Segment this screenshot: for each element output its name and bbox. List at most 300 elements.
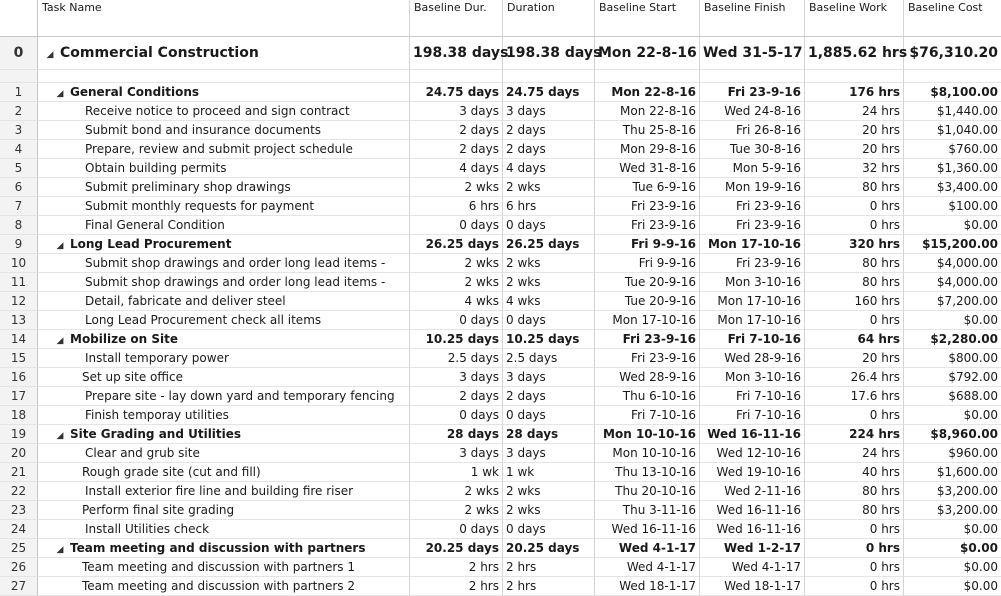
row-id[interactable]: 24: [0, 520, 38, 539]
blank-cell: [503, 70, 595, 83]
baseline-start-cell[interactable]: Wed 4-1-17: [595, 558, 700, 577]
task-name-cell[interactable]: [38, 463, 410, 482]
baseline-finish-cell[interactable]: Fri 23-9-16: [700, 254, 805, 273]
header-task-name[interactable]: Task Name: [38, 0, 410, 37]
baseline-finish-cell[interactable]: Mon 17-10-16: [700, 311, 805, 330]
baseline-finish-cell[interactable]: Wed 16-11-16: [700, 501, 805, 520]
baseline-work-cell[interactable]: 80 hrs: [805, 501, 904, 520]
baseline-finish-cell[interactable]: Mon 5-9-16: [700, 159, 805, 178]
row-id[interactable]: 21: [0, 463, 38, 482]
task-row[interactable]: [0, 501, 1001, 520]
baseline-cost-cell[interactable]: $0.00: [904, 558, 1001, 577]
duration-cell[interactable]: 20.25 days: [503, 539, 595, 558]
task-name-cell[interactable]: [38, 539, 410, 558]
blank-cell: [595, 70, 700, 83]
baseline-cost-cell[interactable]: $792.00: [904, 368, 1001, 387]
task-name-cell[interactable]: [38, 330, 410, 349]
baseline-work-cell[interactable]: 26.4 hrs: [805, 368, 904, 387]
baseline-finish-cell[interactable]: Wed 16-11-16: [700, 520, 805, 539]
baseline-start-cell[interactable]: Fri 9-9-16: [595, 235, 700, 254]
baseline-finish-cell[interactable]: Wed 19-10-16: [700, 463, 805, 482]
row-id[interactable]: 2: [0, 102, 38, 121]
header-row: [0, 0, 1001, 37]
task-name: Obtain building permits: [85, 161, 227, 175]
task-name-cell[interactable]: [38, 83, 410, 102]
task-name: Rough grade site (cut and fill): [82, 465, 261, 479]
task-name: Clear and grub site: [85, 446, 200, 460]
baseline-finish-cell[interactable]: Wed 12-10-16: [700, 444, 805, 463]
collapse-toggle-icon[interactable]: ◢: [46, 50, 54, 60]
task-row[interactable]: [0, 520, 1001, 539]
duration-cell[interactable]: 2 wks: [503, 254, 595, 273]
duration-cell[interactable]: 26.25 days: [503, 235, 595, 254]
baseline-work-cell[interactable]: 64 hrs: [805, 330, 904, 349]
duration-cell[interactable]: 2 wks: [503, 482, 595, 501]
duration-cell[interactable]: 4 wks: [503, 292, 595, 311]
collapse-toggle-icon[interactable]: ◢: [56, 241, 64, 251]
task-name-cell[interactable]: [38, 254, 410, 273]
baseline-cost-cell[interactable]: $76,310.20: [904, 37, 1001, 70]
baseline-finish-cell[interactable]: Fri 7-10-16: [700, 406, 805, 425]
duration-cell[interactable]: 0 days: [503, 311, 595, 330]
row-id[interactable]: 16: [0, 368, 38, 387]
task-name: Team meeting and discussion with partners 2: [82, 579, 355, 593]
task-row[interactable]: [0, 197, 1001, 216]
duration-cell[interactable]: 2 wks: [503, 178, 595, 197]
baseline-start-cell[interactable]: Fri 23-9-16: [595, 349, 700, 368]
duration-cell[interactable]: 2 days: [503, 121, 595, 140]
row-id[interactable]: 4: [0, 140, 38, 159]
baseline-start-cell[interactable]: Tue 20-9-16: [595, 292, 700, 311]
baseline-duration-cell[interactable]: 2 wks: [410, 254, 503, 273]
baseline-finish-cell[interactable]: Tue 30-8-16: [700, 140, 805, 159]
baseline-work-cell[interactable]: 24 hrs: [805, 444, 904, 463]
task-name-cell[interactable]: [38, 501, 410, 520]
baseline-cost-cell[interactable]: $3,200.00: [904, 501, 1001, 520]
task-name: General Conditions: [70, 85, 200, 99]
task-row[interactable]: [0, 349, 1001, 368]
task-name: Site Grading and Utilities: [70, 427, 242, 441]
task-name-cell[interactable]: [38, 140, 410, 159]
task-name-cell[interactable]: [38, 311, 410, 330]
row-id[interactable]: 19: [0, 425, 38, 444]
task-name: Submit bond and insurance documents: [85, 123, 322, 137]
baseline-finish-cell[interactable]: Wed 18-1-17: [700, 577, 805, 596]
duration-cell[interactable]: 28 days: [503, 425, 595, 444]
task-row[interactable]: [0, 558, 1001, 577]
task-row[interactable]: [0, 311, 1001, 330]
baseline-work-cell[interactable]: 20 hrs: [805, 349, 904, 368]
task-row[interactable]: [0, 254, 1001, 273]
task-name: Mobilize on Site: [70, 332, 179, 346]
row-id[interactable]: 14: [0, 330, 38, 349]
header-duration[interactable]: Duration: [503, 0, 595, 37]
duration-cell[interactable]: 2.5 days: [503, 349, 595, 368]
baseline-finish-cell[interactable]: Mon 3-10-16: [700, 368, 805, 387]
baseline-start-cell[interactable]: Mon 22-8-16: [595, 83, 700, 102]
collapse-toggle-icon[interactable]: ◢: [56, 545, 64, 555]
baseline-cost-cell[interactable]: $0.00: [904, 216, 1001, 235]
duration-cell[interactable]: 0 days: [503, 520, 595, 539]
baseline-work-cell[interactable]: 0 hrs: [805, 539, 904, 558]
duration-cell[interactable]: 24.75 days: [503, 83, 595, 102]
baseline-finish-cell[interactable]: Wed 16-11-16: [700, 425, 805, 444]
task-name: Commercial Construction: [60, 45, 259, 61]
baseline-finish-cell[interactable]: Mon 17-10-16: [700, 292, 805, 311]
baseline-cost-cell[interactable]: $3,400.00: [904, 178, 1001, 197]
baseline-work-cell[interactable]: 80 hrs: [805, 178, 904, 197]
baseline-start-cell[interactable]: Tue 6-9-16: [595, 178, 700, 197]
task-name: Install temporary power: [85, 351, 229, 365]
header-baseline-cost[interactable]: Baseline Cost: [904, 0, 1001, 37]
baseline-start-cell[interactable]: Thu 6-10-16: [595, 387, 700, 406]
baseline-finish-cell[interactable]: Wed 31-5-17: [700, 37, 805, 70]
baseline-finish-cell[interactable]: Wed 4-1-17: [700, 558, 805, 577]
row-id[interactable]: 7: [0, 197, 38, 216]
baseline-duration-cell[interactable]: 6 hrs: [410, 197, 503, 216]
baseline-start-cell[interactable]: Thu 25-8-16: [595, 121, 700, 140]
task-name-cell[interactable]: [38, 159, 410, 178]
header-baseline-start[interactable]: Baseline Start: [595, 0, 700, 37]
blank-cell: [904, 70, 1001, 83]
baseline-duration-cell[interactable]: 26.25 days: [410, 235, 503, 254]
baseline-duration-cell[interactable]: 3 days: [410, 444, 503, 463]
baseline-duration-cell[interactable]: 4 days: [410, 159, 503, 178]
baseline-start-cell[interactable]: Thu 3-11-16: [595, 501, 700, 520]
baseline-finish-cell[interactable]: Wed 24-8-16: [700, 102, 805, 121]
baseline-work-cell[interactable]: 20 hrs: [805, 121, 904, 140]
task-row[interactable]: [0, 216, 1001, 235]
task-name: Set up site office: [82, 370, 183, 384]
task-name: Submit monthly requests for payment: [85, 199, 315, 213]
baseline-start-cell[interactable]: Tue 20-9-16: [595, 273, 700, 292]
task-name: Long Lead Procurement: [70, 237, 232, 251]
baseline-work-cell[interactable]: 0 hrs: [805, 197, 904, 216]
baseline-cost-cell[interactable]: $8,960.00: [904, 425, 1001, 444]
baseline-cost-cell[interactable]: $3,200.00: [904, 482, 1001, 501]
task-row[interactable]: [0, 159, 1001, 178]
baseline-cost-cell[interactable]: $4,000.00: [904, 273, 1001, 292]
baseline-start-cell[interactable]: Fri 23-9-16: [595, 330, 700, 349]
task-name: Submit preliminary shop drawings: [85, 180, 291, 194]
baseline-cost-cell[interactable]: $1,360.00: [904, 159, 1001, 178]
baseline-work-cell[interactable]: 1,885.62 hrs: [805, 37, 904, 70]
task-name-cell[interactable]: [38, 197, 410, 216]
baseline-work-cell[interactable]: 0 hrs: [805, 558, 904, 577]
task-row[interactable]: [0, 482, 1001, 501]
duration-cell[interactable]: 0 days: [503, 406, 595, 425]
row-id[interactable]: 15: [0, 349, 38, 368]
baseline-work-cell[interactable]: 0 hrs: [805, 520, 904, 539]
baseline-duration-cell[interactable]: 198.38 days: [410, 37, 503, 70]
row-id[interactable]: 0: [0, 37, 38, 70]
baseline-duration-cell[interactable]: 0 days: [410, 406, 503, 425]
row-id[interactable]: 20: [0, 444, 38, 463]
blank-cell: [38, 70, 410, 83]
task-name-cell[interactable]: [38, 37, 410, 70]
row-id[interactable]: 27: [0, 577, 38, 596]
task-row[interactable]: [0, 368, 1001, 387]
baseline-cost-cell[interactable]: $15,200.00: [904, 235, 1001, 254]
baseline-duration-cell[interactable]: 2 hrs: [410, 558, 503, 577]
baseline-duration-cell[interactable]: 2 days: [410, 387, 503, 406]
duration-cell[interactable]: 10.25 days: [503, 330, 595, 349]
task-name-cell[interactable]: [38, 406, 410, 425]
baseline-work-cell[interactable]: 80 hrs: [805, 273, 904, 292]
task-row[interactable]: [0, 406, 1001, 425]
task-row[interactable]: [0, 273, 1001, 292]
baseline-finish-cell[interactable]: Fri 23-9-16: [700, 216, 805, 235]
row-id[interactable]: 13: [0, 311, 38, 330]
baseline-cost-cell[interactable]: $4,000.00: [904, 254, 1001, 273]
task-name-cell[interactable]: [38, 425, 410, 444]
baseline-cost-cell[interactable]: $0.00: [904, 577, 1001, 596]
baseline-finish-cell[interactable]: Fri 26-8-16: [700, 121, 805, 140]
row-id[interactable]: 25: [0, 539, 38, 558]
task-name-cell[interactable]: [38, 178, 410, 197]
baseline-work-cell[interactable]: 160 hrs: [805, 292, 904, 311]
summary-task-row[interactable]: [0, 425, 1001, 444]
row-id[interactable]: 26: [0, 558, 38, 577]
task-name: Prepare, review and submit project schedule: [85, 142, 353, 156]
blank-cell: [805, 70, 904, 83]
collapse-toggle-icon[interactable]: ◢: [56, 89, 64, 99]
baseline-start-cell[interactable]: Mon 10-10-16: [595, 444, 700, 463]
baseline-finish-cell[interactable]: Mon 19-9-16: [700, 178, 805, 197]
baseline-work-cell[interactable]: 80 hrs: [805, 482, 904, 501]
baseline-work-cell[interactable]: 224 hrs: [805, 425, 904, 444]
baseline-start-cell[interactable]: Fri 23-9-16: [595, 216, 700, 235]
baseline-duration-cell[interactable]: 2 wks: [410, 178, 503, 197]
baseline-cost-cell[interactable]: $760.00: [904, 140, 1001, 159]
row-id[interactable]: 6: [0, 178, 38, 197]
task-name: Submit shop drawings and order long lead items -: [85, 275, 386, 289]
baseline-cost-cell[interactable]: $960.00: [904, 444, 1001, 463]
baseline-finish-cell[interactable]: Wed 28-9-16: [700, 349, 805, 368]
task-row[interactable]: [0, 140, 1001, 159]
task-row[interactable]: [0, 444, 1001, 463]
duration-cell[interactable]: 2 hrs: [503, 558, 595, 577]
header-baseline-duration[interactable]: Baseline Dur.: [410, 0, 503, 37]
baseline-start-cell[interactable]: Wed 28-9-16: [595, 368, 700, 387]
duration-cell[interactable]: 2 days: [503, 140, 595, 159]
baseline-cost-cell[interactable]: $100.00: [904, 197, 1001, 216]
row-id[interactable]: 17: [0, 387, 38, 406]
baseline-work-cell[interactable]: 32 hrs: [805, 159, 904, 178]
duration-cell[interactable]: 2 days: [503, 387, 595, 406]
baseline-cost-cell[interactable]: $2,280.00: [904, 330, 1001, 349]
task-name-cell[interactable]: [38, 292, 410, 311]
baseline-duration-cell[interactable]: 3 days: [410, 368, 503, 387]
task-name: Install exterior fire line and building fire riser: [85, 484, 354, 498]
row-id[interactable]: 9: [0, 235, 38, 254]
duration-cell[interactable]: 3 days: [503, 444, 595, 463]
row-id[interactable]: 1: [0, 83, 38, 102]
baseline-cost-cell[interactable]: $688.00: [904, 387, 1001, 406]
baseline-duration-cell[interactable]: 2 wks: [410, 273, 503, 292]
duration-cell[interactable]: 0 days: [503, 216, 595, 235]
baseline-start-cell[interactable]: Fri 9-9-16: [595, 254, 700, 273]
baseline-work-cell[interactable]: 176 hrs: [805, 83, 904, 102]
baseline-duration-cell[interactable]: 0 days: [410, 216, 503, 235]
task-name: Submit shop drawings and order long lead items -: [85, 256, 386, 270]
baseline-cost-cell[interactable]: $1,040.00: [904, 121, 1001, 140]
summary-task-row[interactable]: [0, 235, 1001, 254]
task-name-cell[interactable]: [38, 121, 410, 140]
task-row[interactable]: [0, 102, 1001, 121]
baseline-start-cell[interactable]: Thu 20-10-16: [595, 482, 700, 501]
row-id[interactable]: 12: [0, 292, 38, 311]
baseline-start-cell[interactable]: Mon 17-10-16: [595, 311, 700, 330]
duration-cell[interactable]: 198.38 days: [503, 37, 595, 70]
baseline-work-cell[interactable]: 40 hrs: [805, 463, 904, 482]
task-name: Install Utilities check: [85, 522, 210, 536]
duration-cell[interactable]: 3 days: [503, 102, 595, 121]
duration-cell[interactable]: 2 wks: [503, 501, 595, 520]
baseline-cost-cell[interactable]: $8,100.00: [904, 83, 1001, 102]
row-id[interactable]: 23: [0, 501, 38, 520]
baseline-cost-cell[interactable]: $7,200.00: [904, 292, 1001, 311]
baseline-work-cell[interactable]: 0 hrs: [805, 577, 904, 596]
row-id[interactable]: 8: [0, 216, 38, 235]
baseline-duration-cell[interactable]: 2 wks: [410, 501, 503, 520]
baseline-cost-cell[interactable]: $0.00: [904, 406, 1001, 425]
task-name: Finish temporay utilities: [85, 408, 229, 422]
row-id[interactable]: 5: [0, 159, 38, 178]
baseline-duration-cell[interactable]: 20.25 days: [410, 539, 503, 558]
baseline-start-cell[interactable]: Thu 13-10-16: [595, 463, 700, 482]
summary-task-row[interactable]: [0, 539, 1001, 558]
baseline-work-cell[interactable]: 0 hrs: [805, 406, 904, 425]
baseline-start-cell[interactable]: Fri 23-9-16: [595, 197, 700, 216]
task-name-cell[interactable]: [38, 577, 410, 596]
header-baseline-work[interactable]: Baseline Work: [805, 0, 904, 37]
baseline-duration-cell[interactable]: 10.25 days: [410, 330, 503, 349]
project-summary-row[interactable]: [0, 37, 1001, 70]
baseline-start-cell[interactable]: Mon 29-8-16: [595, 140, 700, 159]
task-name-cell[interactable]: [38, 273, 410, 292]
duration-cell[interactable]: 1 wk: [503, 463, 595, 482]
baseline-cost-cell[interactable]: $1,440.00: [904, 102, 1001, 121]
task-row[interactable]: [0, 121, 1001, 140]
baseline-duration-cell[interactable]: 1 wk: [410, 463, 503, 482]
baseline-finish-cell[interactable]: Fri 23-9-16: [700, 83, 805, 102]
collapse-toggle-icon[interactable]: ◢: [56, 431, 64, 441]
baseline-finish-cell[interactable]: Wed 1-2-17: [700, 539, 805, 558]
task-row[interactable]: [0, 387, 1001, 406]
task-name-cell[interactable]: [38, 368, 410, 387]
task-name-cell[interactable]: [38, 235, 410, 254]
collapse-toggle-icon[interactable]: ◢: [56, 336, 64, 346]
row-id[interactable]: 3: [0, 121, 38, 140]
row-id[interactable]: 18: [0, 406, 38, 425]
baseline-finish-cell[interactable]: Fri 7-10-16: [700, 387, 805, 406]
baseline-finish-cell[interactable]: Mon 17-10-16: [700, 235, 805, 254]
baseline-finish-cell[interactable]: Fri 7-10-16: [700, 330, 805, 349]
summary-task-row[interactable]: [0, 83, 1001, 102]
baseline-duration-cell[interactable]: 2 days: [410, 121, 503, 140]
baseline-finish-cell[interactable]: Wed 2-11-16: [700, 482, 805, 501]
baseline-duration-cell[interactable]: 24.75 days: [410, 83, 503, 102]
baseline-work-cell[interactable]: 20 hrs: [805, 140, 904, 159]
blank-cell: [700, 70, 805, 83]
duration-cell[interactable]: 2 hrs: [503, 577, 595, 596]
baseline-cost-cell[interactable]: $0.00: [904, 311, 1001, 330]
baseline-work-cell[interactable]: 80 hrs: [805, 254, 904, 273]
duration-cell[interactable]: 4 days: [503, 159, 595, 178]
task-name-cell[interactable]: [38, 482, 410, 501]
baseline-finish-cell[interactable]: Mon 3-10-16: [700, 273, 805, 292]
baseline-start-cell[interactable]: Wed 4-1-17: [595, 539, 700, 558]
baseline-duration-cell[interactable]: 0 days: [410, 520, 503, 539]
duration-cell[interactable]: 2 wks: [503, 273, 595, 292]
header-baseline-finish[interactable]: Baseline Finish: [700, 0, 805, 37]
baseline-start-cell[interactable]: Wed 31-8-16: [595, 159, 700, 178]
task-name: Team meeting and discussion with partners: [70, 541, 366, 555]
header-id[interactable]: [0, 0, 38, 37]
duration-cell[interactable]: 6 hrs: [503, 197, 595, 216]
baseline-start-cell[interactable]: Mon 22-8-16: [595, 102, 700, 121]
baseline-work-cell[interactable]: 24 hrs: [805, 102, 904, 121]
row-id[interactable]: 10: [0, 254, 38, 273]
baseline-duration-cell[interactable]: 0 days: [410, 311, 503, 330]
baseline-work-cell[interactable]: 17.6 hrs: [805, 387, 904, 406]
baseline-start-cell[interactable]: Fri 7-10-16: [595, 406, 700, 425]
baseline-start-cell[interactable]: Mon 22-8-16: [595, 37, 700, 70]
task-name-cell[interactable]: [38, 216, 410, 235]
task-name-cell[interactable]: [38, 520, 410, 539]
task-name: Long Lead Procurement check all items: [85, 313, 322, 327]
baseline-duration-cell[interactable]: 3 days: [410, 102, 503, 121]
baseline-cost-cell[interactable]: $800.00: [904, 349, 1001, 368]
summary-task-row[interactable]: [0, 330, 1001, 349]
baseline-duration-cell[interactable]: 28 days: [410, 425, 503, 444]
baseline-start-cell[interactable]: Mon 10-10-16: [595, 425, 700, 444]
baseline-work-cell[interactable]: 0 hrs: [805, 311, 904, 330]
baseline-cost-cell[interactable]: $1,600.00: [904, 463, 1001, 482]
baseline-cost-cell[interactable]: $0.00: [904, 539, 1001, 558]
task-name-cell[interactable]: [38, 444, 410, 463]
baseline-work-cell[interactable]: 0 hrs: [805, 216, 904, 235]
task-row[interactable]: [0, 178, 1001, 197]
task-row[interactable]: [0, 463, 1001, 482]
task-name-cell[interactable]: [38, 349, 410, 368]
row-id[interactable]: 11: [0, 273, 38, 292]
baseline-start-cell[interactable]: Wed 16-11-16: [595, 520, 700, 539]
task-row[interactable]: [0, 292, 1001, 311]
row-id[interactable]: 22: [0, 482, 38, 501]
baseline-duration-cell[interactable]: 2 hrs: [410, 577, 503, 596]
baseline-finish-cell[interactable]: Fri 23-9-16: [700, 197, 805, 216]
task-name: Receive notice to proceed and sign contract: [85, 104, 350, 118]
blank-id-cell: [0, 70, 38, 83]
task-name-cell[interactable]: [38, 558, 410, 577]
baseline-work-cell[interactable]: 320 hrs: [805, 235, 904, 254]
baseline-duration-cell[interactable]: 2 days: [410, 140, 503, 159]
baseline-cost-cell[interactable]: $0.00: [904, 520, 1001, 539]
baseline-duration-cell[interactable]: 2 wks: [410, 482, 503, 501]
task-name-cell[interactable]: [38, 102, 410, 121]
baseline-duration-cell[interactable]: 2.5 days: [410, 349, 503, 368]
baseline-start-cell[interactable]: Wed 18-1-17: [595, 577, 700, 596]
task-name: Perform final site grading: [82, 503, 235, 517]
task-row[interactable]: [0, 577, 1001, 596]
task-rows: [0, 83, 1001, 596]
baseline-duration-cell[interactable]: 4 wks: [410, 292, 503, 311]
task-name-cell[interactable]: [38, 387, 410, 406]
task-name: Final General Condition: [85, 218, 225, 232]
duration-cell[interactable]: 3 days: [503, 368, 595, 387]
